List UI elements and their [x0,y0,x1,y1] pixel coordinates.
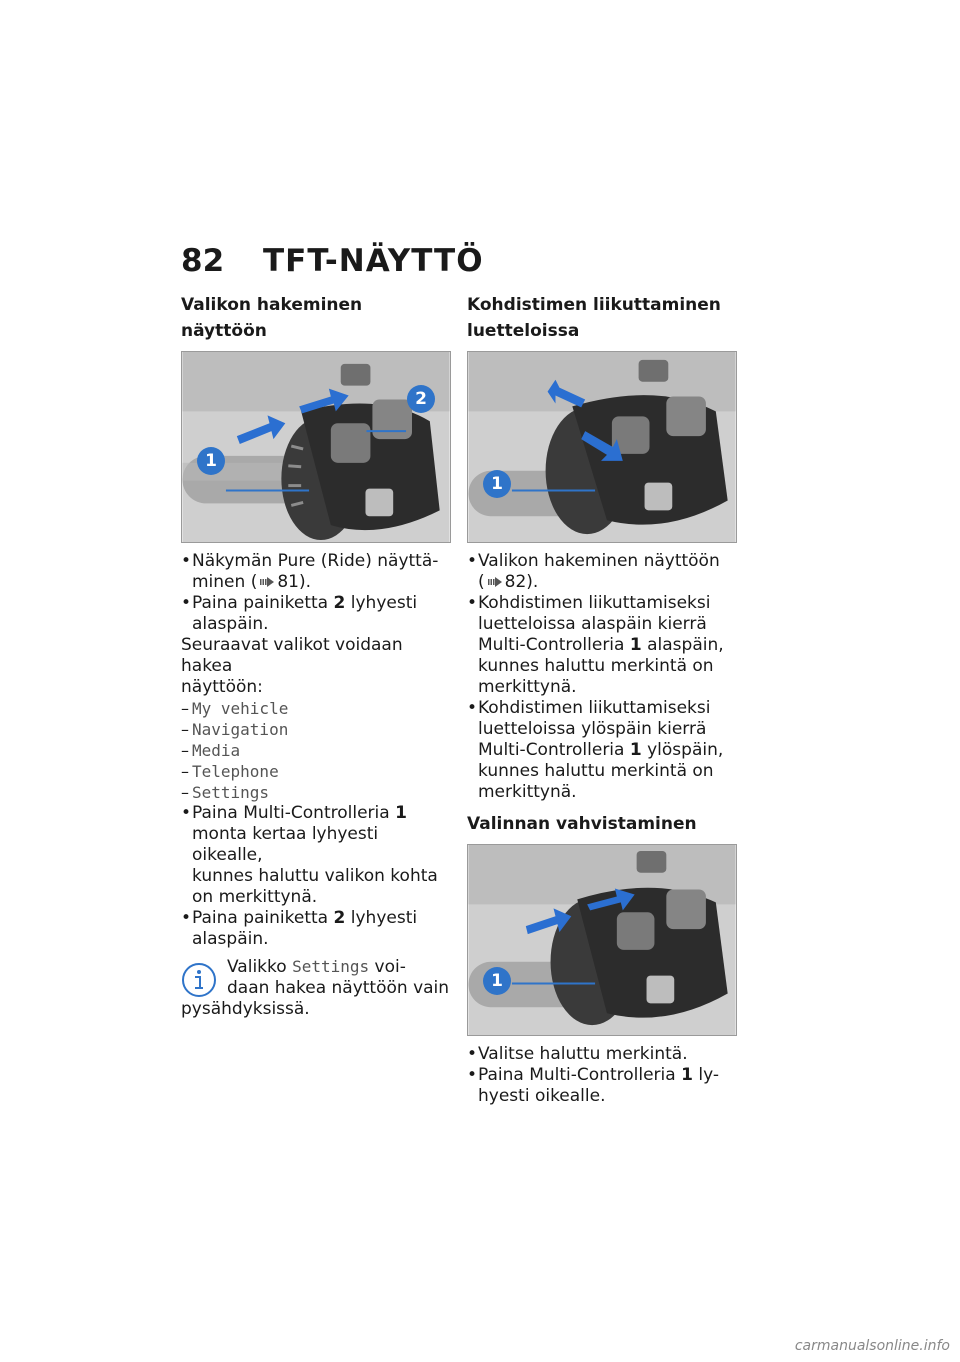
list-item: • Paina Multi-Controlleria 1 monta kertaa lyhyesti oikealle, kunnes haluttu valikon kohta on merkittynä. [181,803,453,908]
handlebar-photo-cursor [467,351,737,543]
section-heading-cursor: Kohdistimen liikuttaminen luetteloissa [467,295,721,341]
list-item: • Näkymän Pure (Ride) näyttä- minen ( 81). [181,551,453,593]
handlebar-photo-menu [181,351,451,543]
callout-1: 1 [483,967,511,995]
watermark: carmanualsonline.info [794,1338,950,1354]
section-heading-menu: Valikon hakeminen näyttöön [181,295,363,341]
info-icon [181,962,217,998]
handlebar-photo-confirm [467,844,737,1036]
menu-item-media: – Media [181,740,453,761]
chapter-title: TFT-NÄYTTÖ [263,243,484,279]
handlebar-illustration [182,352,450,542]
section-heading-confirm: Valinnan vahvistaminen [467,814,697,834]
list-item: • Paina painiketta 2 lyhyesti alaspäin. [181,908,453,950]
list-item: • Paina Multi-Controlleria 1 ly- hyesti oikealle. [467,1065,739,1107]
list-item: • Paina painiketta 2 lyhyesti alaspäin. [181,593,453,635]
list-item: • Valikon hakeminen näyttöön ( 82). [467,551,739,593]
menu-item-settings: – Settings [181,782,453,803]
menu-item-telephone: – Telephone [181,761,453,782]
info-note: Valikko Settings voi- daan hakea näyttöön vain pysähdyksissä. [181,957,450,1019]
callout-1: 1 [483,470,511,498]
menu-item-navigation: – Navigation [181,719,453,740]
callout-1: 1 [197,447,225,475]
list-item: • Valitse haluttu merkintä. [467,1044,739,1065]
right-column [467,292,739,1107]
handlebar-illustration [468,352,736,542]
arrow-reference-icon [260,577,274,587]
paragraph: Seuraavat valikot voidaan hakea näyttöön: [181,635,403,697]
arrow-reference-icon [488,577,502,587]
callout-2: 2 [407,385,435,413]
handlebar-illustration [468,845,736,1035]
list-item: • Kohdistimen liikuttamiseksi luetteloissa ylöspäin kierrä Multi-Controlleria 1 ylöspäin, kunnes haluttu merkintä on merkittynä. [467,698,739,803]
list-item: • Kohdistimen liikuttamiseksi luetteloissa alaspäin kierrä Multi-Controlleria 1 alaspäin, kunnes haluttu merkintä on merkittynä. [467,593,739,698]
left-column [181,292,453,1020]
page-number: 82 [181,243,225,279]
menu-item-my-vehicle: – My vehicle [181,698,453,719]
